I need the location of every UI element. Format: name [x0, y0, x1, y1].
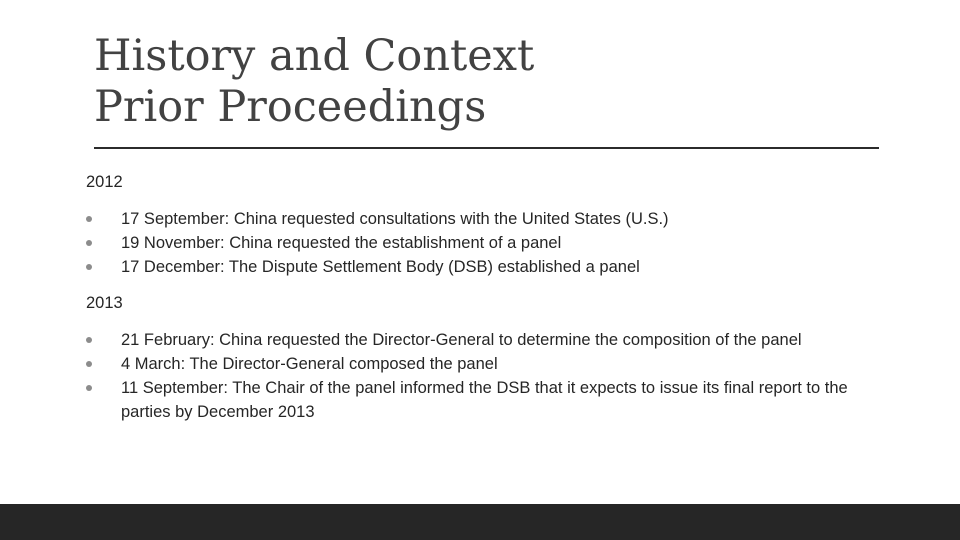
bullet-icon — [86, 385, 92, 391]
bullet-list-2013 — [86, 328, 876, 424]
title-line-2: Prior Proceedings — [94, 82, 487, 132]
bullet-list-2012 — [86, 207, 876, 279]
list-item — [86, 207, 876, 231]
footer-bar — [0, 504, 960, 540]
bullet-icon — [86, 264, 92, 270]
list-item — [86, 328, 876, 352]
list-item-text: 17 September: China requested consultations with the United States (U.S.) — [121, 210, 669, 228]
title-line-1: History and Context — [94, 31, 535, 81]
list-item-text: 21 February: China requested the Director-General to determine the composition of the panel — [121, 331, 802, 349]
list-item — [86, 376, 876, 424]
list-item-text: 11 September: The Chair of the panel informed the DSB that it expects to issue its final report to the parties by December 2013 — [121, 379, 848, 421]
bullet-icon — [86, 216, 92, 222]
list-item-text: 19 November: China requested the establishment of a panel — [121, 234, 562, 252]
bullet-icon — [86, 240, 92, 246]
list-item — [86, 231, 876, 255]
bullet-icon — [86, 361, 92, 367]
list-item-text: 17 December: The Dispute Settlement Body (DSB) established a panel — [121, 258, 640, 276]
bullet-icon — [86, 337, 92, 343]
list-item — [86, 255, 876, 279]
title-divider — [94, 147, 879, 149]
list-item — [86, 352, 876, 376]
list-item-text: 4 March: The Director-General composed the panel — [121, 355, 498, 373]
slide-body — [86, 170, 876, 424]
slide-title — [94, 31, 874, 133]
year-heading-2012: 2012 — [86, 173, 123, 191]
year-heading-2013: 2013 — [86, 294, 123, 312]
